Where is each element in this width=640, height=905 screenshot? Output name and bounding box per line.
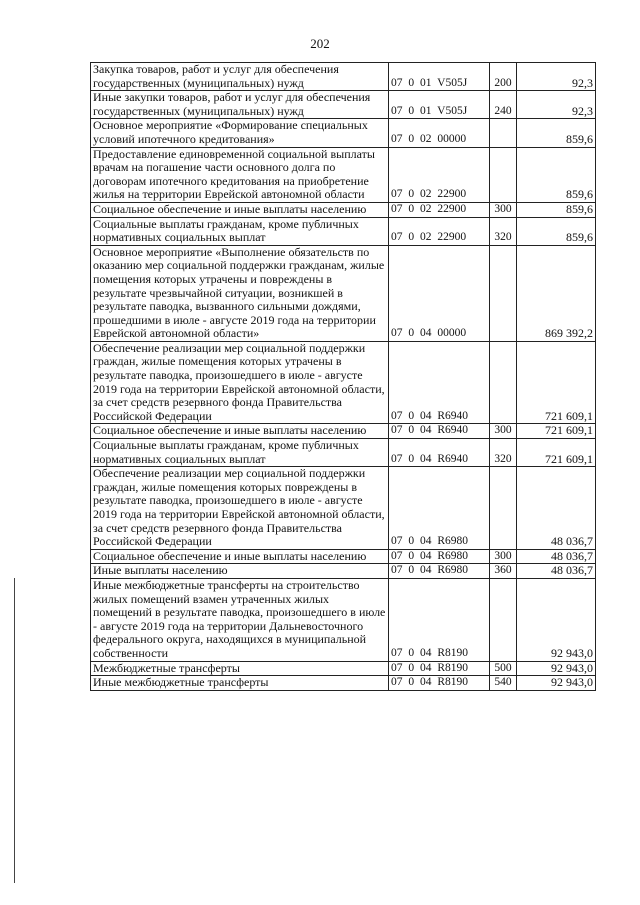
row-code-cell: 07 0 02 22900 [389, 202, 490, 217]
row-expense-type-cell [490, 119, 517, 147]
table-row [91, 202, 596, 217]
row-sum-cell: 721 609,1 [517, 439, 596, 467]
row-sum-cell: 859,6 [517, 202, 596, 217]
table-row [91, 578, 596, 661]
row-code-cell: 07 0 04 R6980 [389, 564, 490, 579]
row-code-cell: 07 0 04 R8190 [389, 676, 490, 691]
row-sum-cell: 92 943,0 [517, 661, 596, 676]
row-expense-type-cell: 360 [490, 564, 517, 579]
row-sum-cell: 721 609,1 [517, 341, 596, 424]
table-row [91, 341, 596, 424]
table-row [91, 467, 596, 550]
row-code-cell: 07 0 04 00000 [389, 245, 490, 341]
row-name-cell: Социальное обеспечение и иные выплаты населению [91, 549, 389, 564]
row-name-cell: Закупка товаров, работ и услуг для обеспечения государственных (муниципальных) нужд [91, 63, 389, 91]
row-sum-cell: 869 392,2 [517, 245, 596, 341]
table-row [91, 549, 596, 564]
row-expense-type-cell [490, 578, 517, 661]
row-code-cell: 07 0 04 R8190 [389, 578, 490, 661]
row-expense-type-cell: 300 [490, 549, 517, 564]
row-expense-type-cell: 200 [490, 63, 517, 91]
row-sum-cell: 859,6 [517, 217, 596, 245]
row-sum-cell: 48 036,7 [517, 564, 596, 579]
row-name-cell: Основное мероприятие «Формирование специальных условий ипотечного кредитования» [91, 119, 389, 147]
row-name-cell: Иные выплаты населению [91, 564, 389, 579]
row-sum-cell: 721 609,1 [517, 424, 596, 439]
row-expense-type-cell [490, 467, 517, 550]
row-sum-cell: 859,6 [517, 119, 596, 147]
row-sum-cell: 92 943,0 [517, 676, 596, 691]
table-row [91, 217, 596, 245]
row-code-cell: 07 0 04 R6940 [389, 424, 490, 439]
row-expense-type-cell [490, 245, 517, 341]
budget-table [90, 62, 596, 691]
row-expense-type-cell: 540 [490, 676, 517, 691]
row-sum-cell: 92,3 [517, 91, 596, 119]
budget-table-body [91, 63, 596, 691]
table-row [91, 245, 596, 341]
row-expense-type-cell: 300 [490, 202, 517, 217]
row-expense-type-cell: 300 [490, 424, 517, 439]
row-name-cell: Обеспечение реализации мер социальной поддержки граждан, жилые помещения которых утрачены в результате паводка, произошедшего в июле - августе 2019 года на территории Еврейской автономной области, за счет средств резервного фонда Правительства Российской Федерации [91, 341, 389, 424]
table-row [91, 424, 596, 439]
row-name-cell: Иные межбюджетные трансферты [91, 676, 389, 691]
row-name-cell: Социальное обеспечение и иные выплаты населению [91, 424, 389, 439]
table-row [91, 91, 596, 119]
row-name-cell: Иные закупки товаров, работ и услуг для обеспечения государственных (муниципальных) нужд [91, 91, 389, 119]
row-name-cell: Социальное обеспечение и иные выплаты населению [91, 202, 389, 217]
row-expense-type-cell: 500 [490, 661, 517, 676]
row-code-cell: 07 0 04 R8190 [389, 661, 490, 676]
row-code-cell: 07 0 04 R6980 [389, 467, 490, 550]
row-sum-cell: 92,3 [517, 63, 596, 91]
row-sum-cell: 859,6 [517, 147, 596, 202]
table-row [91, 661, 596, 676]
row-name-cell: Социальные выплаты гражданам, кроме публичных нормативных социальных выплат [91, 217, 389, 245]
row-expense-type-cell [490, 341, 517, 424]
margin-rule [14, 578, 15, 883]
table-row [91, 439, 596, 467]
row-expense-type-cell: 320 [490, 439, 517, 467]
page-number: 202 [310, 36, 330, 51]
row-sum-cell: 92 943,0 [517, 578, 596, 661]
row-name-cell: Обеспечение реализации мер социальной поддержки граждан, жилые помещения которых повреждены в результате паводка, произошедшего в июле - августе 2019 года на территории Еврейской автономной области, за счет средств резервного фонда Правительства Российской Федерации [91, 467, 389, 550]
row-name-cell: Основное мероприятие «Выполнение обязательств по оказанию мер социальной поддержки гражданам, жилые помещения которых утрачены и повреждены в результате чрезвычайной ситуации, возникшей в результате паводка, вызванного сильными дождями, прошедшими в июле - августе 2019 года на территории Еврейской автономной области» [91, 245, 389, 341]
table-row [91, 147, 596, 202]
row-code-cell: 07 0 02 22900 [389, 147, 490, 202]
table-row [91, 119, 596, 147]
row-expense-type-cell: 320 [490, 217, 517, 245]
row-name-cell: Предоставление единовременной социальной выплаты врачам на погашение части основного долга по договорам ипотечного кредитования на приобретение жилья на территории Еврейской автономной области [91, 147, 389, 202]
table-row [91, 63, 596, 91]
table-row [91, 564, 596, 579]
row-expense-type-cell [490, 147, 517, 202]
table-row [91, 676, 596, 691]
row-code-cell: 07 0 04 R6940 [389, 341, 490, 424]
row-code-cell: 07 0 04 R6980 [389, 549, 490, 564]
row-code-cell: 07 0 01 V505J [389, 63, 490, 91]
row-code-cell: 07 0 02 22900 [389, 217, 490, 245]
row-name-cell: Межбюджетные трансферты [91, 661, 389, 676]
row-sum-cell: 48 036,7 [517, 549, 596, 564]
row-code-cell: 07 0 02 00000 [389, 119, 490, 147]
row-expense-type-cell: 240 [490, 91, 517, 119]
row-code-cell: 07 0 01 V505J [389, 91, 490, 119]
row-name-cell: Социальные выплаты гражданам, кроме публичных нормативных социальных выплат [91, 439, 389, 467]
row-name-cell: Иные межбюджетные трансферты на строительство жилых помещений взамен утраченных жилых помещений в результате паводка, произошедшего в июле - августе 2019 года на территории Дальневосточного федерального округа, находящихся в муниципальной собственности [91, 578, 389, 661]
row-code-cell: 07 0 04 R6940 [389, 439, 490, 467]
row-sum-cell: 48 036,7 [517, 467, 596, 550]
